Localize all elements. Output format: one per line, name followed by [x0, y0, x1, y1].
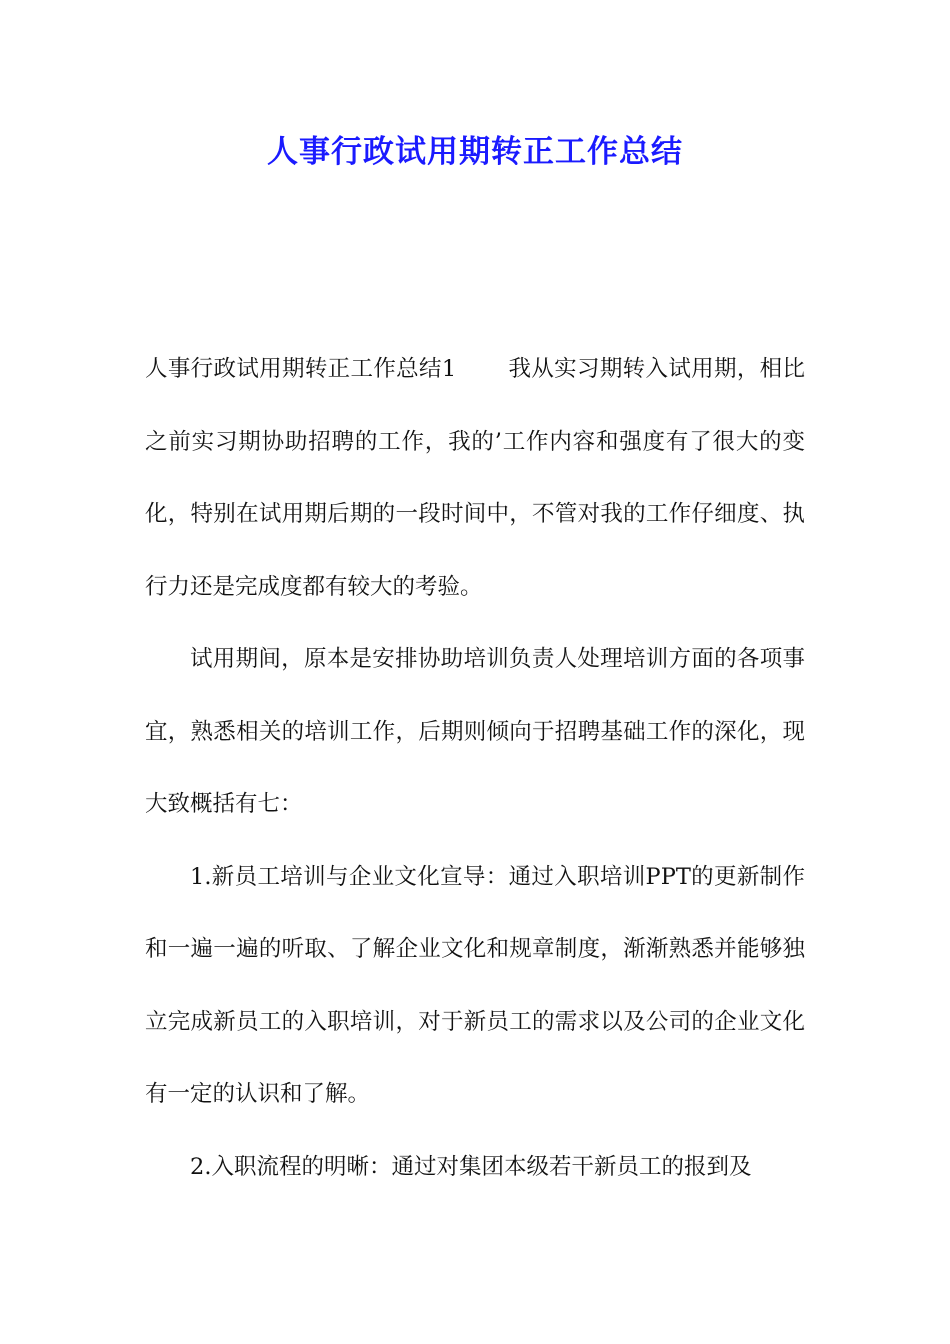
intro-label: 人事行政试用期转正工作总结1 — [145, 356, 457, 382]
paragraph-2: 试用期间，原本是安排协助培训负责人处理培训方面的各项事宜，熟悉相关的培训工作，后期则倾向于招聘基础工作的深化，现大致概括有七： — [145, 646, 805, 817]
document-body — [145, 333, 805, 1203]
paragraph-1 — [145, 333, 805, 623]
document-title: 人事行政试用期转正工作总结 — [267, 134, 683, 170]
paragraph-1-text: 我从实习期转入试用期，相比之前实习期协助招聘的工作，我的’工作内容和强度有了很大的变化，特别在试用期后期的一段时间中，不管对我的工作仔细度、执行力还是完成度都有较大的考验。 — [145, 356, 805, 600]
paragraph-3: 1.新员工培训与企业文化宣导：通过入职培训PPT的更新制作和一遍一遍的听取、了解企业文化和规章制度，渐渐熟悉并能够独立完成新员工的入职培训，对于新员工的需求以及公司的企业文化有一定的认识和了解。 — [145, 863, 805, 1107]
paragraph-4: 2.入职流程的明晰：通过对集团本级若干新员工的报到及 — [190, 1153, 752, 1180]
